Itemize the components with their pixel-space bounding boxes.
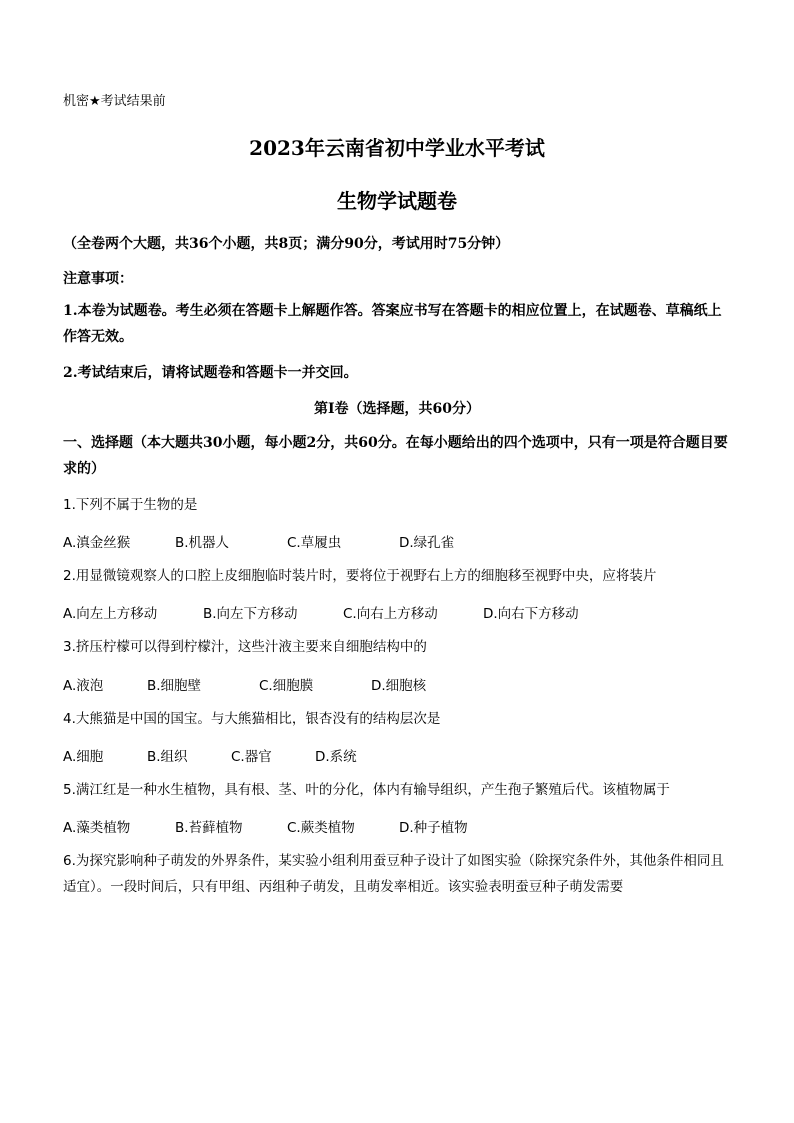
- option-a: A.液泡: [63, 678, 104, 694]
- exam-info: （全卷两个大题，共36个小题，共8页；满分90分，考试用时75分钟）: [63, 236, 510, 252]
- question-1-stem: 1.下列不属于生物的是: [63, 497, 198, 513]
- question-4-options: [63, 745, 357, 765]
- question-5-stem: 5.满江红是一种水生植物，具有根、茎、叶的分化，体内有输导组织，产生孢子繁殖后代。该植物属于: [63, 782, 670, 798]
- option-c: C.器官: [231, 749, 272, 765]
- question-3-options: [63, 674, 426, 694]
- option-d: D.向右下方移动: [483, 606, 579, 622]
- option-d: D.绿孔雀: [399, 535, 455, 551]
- question-2-options: [63, 602, 579, 622]
- question-5-options: [63, 816, 468, 836]
- option-b: B.细胞壁: [147, 678, 202, 694]
- question-4-stem: 4.大熊猫是中国的国宝。与大熊猫相比，银杏没有的结构层次是: [63, 711, 441, 727]
- question-3-stem: 3.挤压柠檬可以得到柠檬汁，这些汁液主要来自细胞结构中的: [63, 639, 427, 655]
- option-c: C.草履虫: [287, 535, 342, 551]
- option-a: A.滇金丝猴: [63, 535, 131, 551]
- option-b: B.机器人: [175, 535, 230, 551]
- option-b: B.苔藓植物: [175, 820, 243, 836]
- question-6-stem: 6.为探究影响种子萌发的外界条件，某实验小组利用蚕豆种子设计了如图实验（除探究条件外，其他条件相同且适宜）。一段时间后，只有甲组、丙组种子萌发，且萌发率相近。该实验表明蚕豆种子萌发需要: [63, 853, 724, 895]
- option-d: D.细胞核: [371, 678, 427, 694]
- option-b: B.向左下方移动: [203, 606, 298, 622]
- question-1-options: [63, 531, 454, 551]
- option-c: C.蕨类植物: [287, 820, 355, 836]
- exam-title: 2023年云南省初中学业水平考试: [249, 136, 545, 160]
- exam-subtitle: 生物学试题卷: [337, 189, 457, 213]
- note-item-2: 2.考试结束后，请将试题卷和答题卡一并交回。: [63, 365, 358, 381]
- part1-title: 第Ⅰ卷（选择题，共60分）: [313, 401, 481, 417]
- option-a: A.细胞: [63, 749, 104, 765]
- notes-heading: 注意事项：: [63, 271, 133, 287]
- option-c: C.向右上方移动: [343, 606, 438, 622]
- option-b: B.组织: [147, 749, 188, 765]
- question-2-stem: 2.用显微镜观察人的口腔上皮细胞临时装片时，要将位于视野右上方的细胞移至视野中央，应将装片: [63, 568, 657, 584]
- note-item-1: 1.本卷为试题卷。考生必须在答题卡上解题作答。答案应书写在答题卡的相应位置上，在试题卷、草稿纸上作答无效。: [63, 303, 722, 345]
- option-d: D.系统: [315, 749, 357, 765]
- confidential-label: 机密★考试结果前: [63, 94, 166, 109]
- option-c: C.细胞膜: [259, 678, 314, 694]
- option-d: D.种子植物: [399, 820, 468, 836]
- option-a: A.藻类植物: [63, 820, 131, 836]
- option-a: A.向左上方移动: [63, 606, 158, 622]
- section-heading: 一、选择题（本大题共30小题，每小题2分，共60分。在每小题给出的四个选项中，只有一项是符合题目要求的）: [63, 435, 728, 477]
